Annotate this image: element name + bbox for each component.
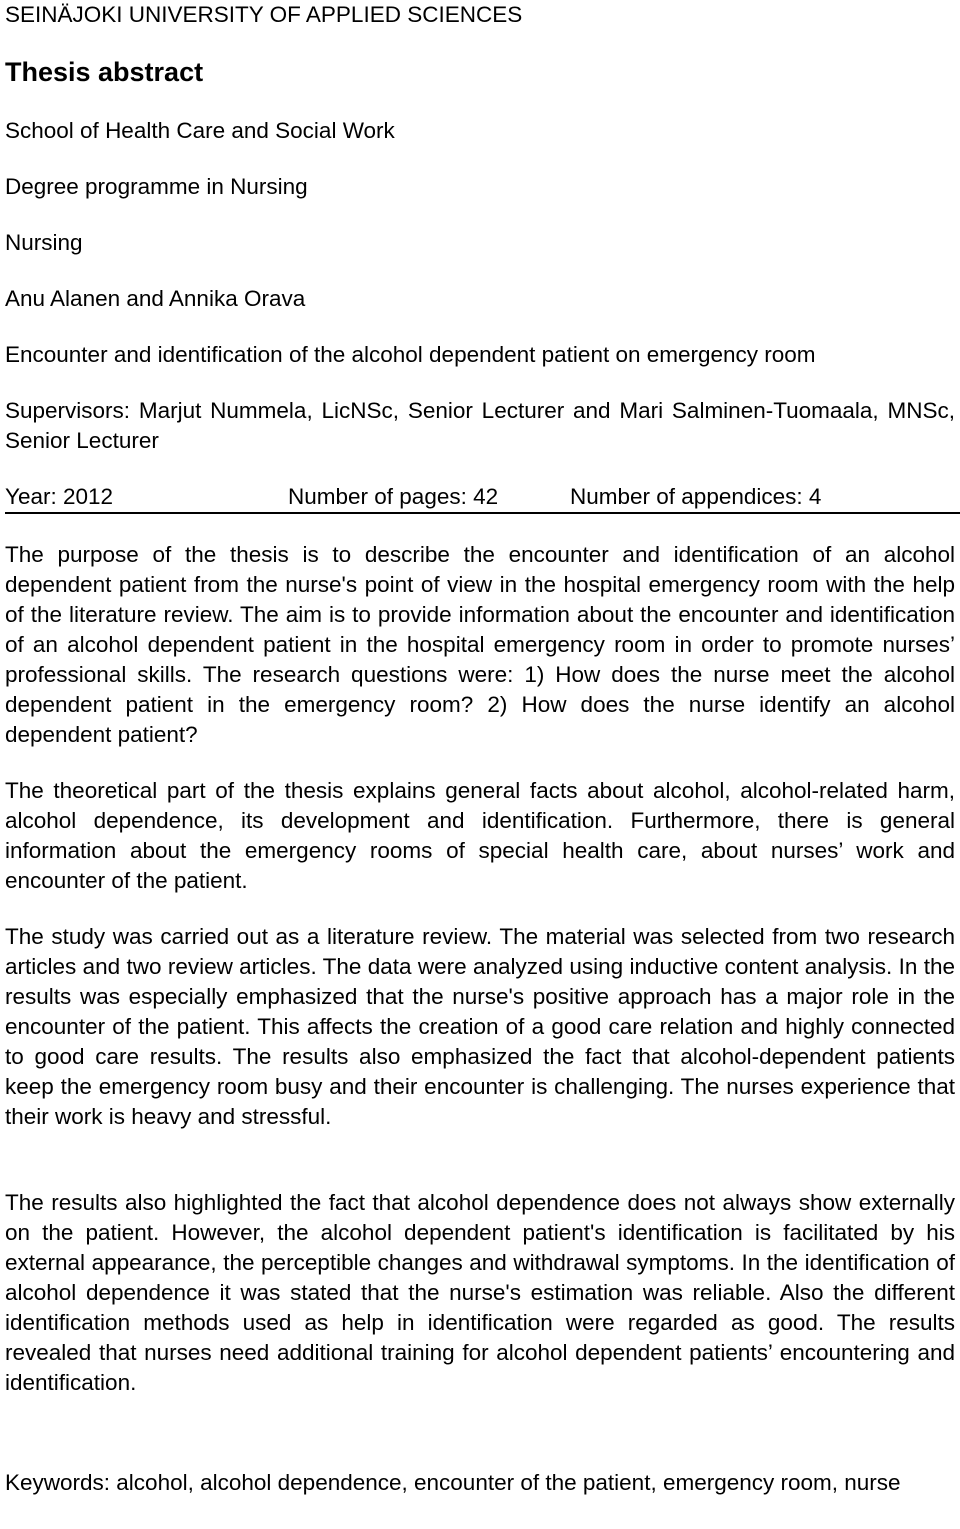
abstract-paragraph: The theoretical part of the thesis explains general facts about alcohol, alcohol-related harm, alcohol dependence, its development and identification. Furthermore, there is general information about the emergency rooms of special health care, about nurses’ work and encounter of the patient.: [5, 778, 955, 893]
abstract-paragraph: The study was carried out as a literature review. The material was selected from two research articles and two review articles. The data were analyzed using inductive content analysis. In the results was especially emphasized that the nurse's positive approach has a major role in the encounter of the patient. This affects the creation of a good care relation and highly connected to good care results. The results also emphasized the fact that alcohol-dependent patients keep the emergency room busy and their encounter is challenging. The nurses experience that their work is heavy and stressful.: [5, 924, 955, 1129]
thesis-title: Encounter and identification of the alcohol dependent patient on emergency room: [5, 342, 816, 367]
school-name: School of Health Care and Social Work: [5, 118, 395, 143]
meta-year: Year: 2012: [5, 484, 114, 509]
meta-appendices: Number of appendices: 4: [570, 484, 822, 509]
meta-pages: Number of pages: 42: [288, 484, 499, 509]
degree-programme: Degree programme in Nursing: [5, 174, 308, 199]
abstract-paragraph: The results also highlighted the fact that alcohol dependence does not always show externally on the patient. However, the alcohol dependent patient's identification is facilitated by his external appearance, the perceptible changes and withdrawal symptoms. In the identification of alcohol dependence it was stated that the nurse's estimation was reliable. Also the different identification methods used as help in identification were regarded as good. The results revealed that nurses need additional training for alcohol dependent patients’ encountering and identification.: [5, 1190, 955, 1395]
university-name: SEINÄJOKI UNIVERSITY OF APPLIED SCIENCES: [5, 2, 523, 27]
authors: Anu Alanen and Annika Orava: [5, 286, 306, 311]
specialisation: Nursing: [5, 230, 83, 255]
abstract-paragraph: The purpose of the thesis is to describe the encounter and identification of an alcohol dependent patient from the nurse's point of view in the hospital emergency room with the help of the literature review. The aim is to provide information about the encounter and identification of an alcohol dependent patient in the hospital emergency room in order to promote nurses’ professional skills. The research questions were: 1) How does the nurse meet the alcohol dependent patient in the emergency room? 2) How does the nurse identify an alcohol dependent patient?: [5, 542, 955, 747]
supervisors: Supervisors: Marjut Nummela, LicNSc, Senior Lecturer and Mari Salminen-Tuomaala, MNSc, Senior Lecturer: [5, 398, 955, 453]
document-type-heading: Thesis abstract: [5, 57, 204, 87]
keywords: Keywords: alcohol, alcohol dependence, encounter of the patient, emergency room, nurse: [5, 1470, 901, 1495]
thesis-meta-row: [5, 482, 960, 514]
